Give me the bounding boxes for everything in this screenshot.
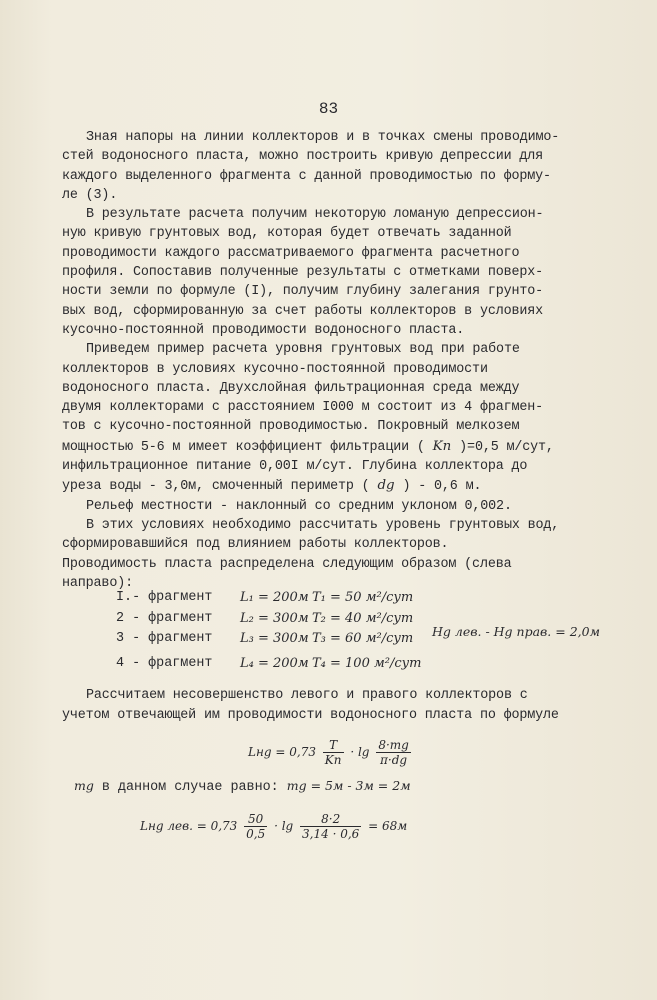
mg-text: в данном случае равно: — [101, 780, 279, 795]
mg-value: mg = 5м - 3м = 2м — [286, 778, 411, 793]
text-line: двумя коллекторами с расстоянием I000 м состоит из 4 фрагмен- — [62, 400, 544, 416]
formula-lhs: Lнg лев. = 0,73 — [140, 819, 238, 833]
formula-lhs: Lнg = 0,73 — [248, 745, 316, 759]
text-line: Приведем пример расчета уровня грунтовых вод при работе — [86, 342, 520, 358]
body-text — [62, 128, 562, 593]
fragment-label: 3 - фрагмент — [116, 631, 213, 646]
text-line: проводимости каждого рассматриваемого фрагмента расчетного — [62, 245, 520, 261]
fragment-conductivity: T₃ = 60 м²/сут — [312, 631, 414, 646]
text-fragment: )=0,5 м/сут, — [459, 439, 554, 455]
fraction-numerator: 50 — [244, 812, 267, 827]
text-line-perimeter — [62, 476, 562, 496]
fraction-numerator: T — [323, 738, 344, 753]
fragment-length: L₄ = 200м — [240, 655, 309, 671]
fragment-conductivity: T₂ = 40 м²/сут — [312, 610, 414, 626]
text-line: Проводимость пласта распределена следующим образом (слева — [62, 556, 512, 572]
fraction-log-arg — [300, 812, 361, 841]
text-line: Зная напоры на линии коллекторов и в точках смены проводимо- — [86, 130, 560, 145]
imperfection-paragraph — [62, 686, 572, 726]
fraction-denominator: 0,5 — [246, 827, 266, 841]
wetted-perimeter-symbol: dg — [377, 478, 395, 494]
fraction-log-arg — [376, 738, 411, 767]
fragment-row — [116, 590, 576, 611]
text-line: Рассчитаем несовершенство левого и правого коллекторов с — [86, 688, 528, 703]
text-line: ле (3). — [62, 187, 118, 203]
text-line: Рельеф местности - наклонный со средним уклоном 0,002. — [86, 498, 512, 514]
text-line: ности земли по формуле (I), получим глубину залегания грунто- — [62, 284, 544, 300]
fragment-label: 2 - фрагмент — [116, 610, 213, 626]
text-line: вых вод, сформированную за счет работы коллекторов в условиях — [62, 303, 544, 319]
formula-left-collector — [140, 812, 407, 841]
text-line: направо): — [62, 575, 133, 591]
text-line: стей водоносного пласта, можно построить кривую депрессии для — [62, 149, 544, 165]
mg-symbol: mg — [74, 778, 94, 793]
text-line: коллекторов в условиях кусочно-постоянной проводимости — [62, 361, 488, 377]
text-line: учетом отвечающей им проводимости водоносного пласта по формуле — [62, 708, 559, 723]
fraction-numerator: 8·mg — [378, 738, 409, 752]
fraction-denominator: Kп — [324, 753, 342, 767]
text-line: тов с кусочно-постоянной проводимостью. Покровный мелкозем — [62, 419, 520, 435]
fragment-row — [116, 656, 576, 677]
fraction-t-over-k — [244, 812, 267, 841]
page-number: 83 — [318, 100, 339, 118]
formula-imperfection — [248, 738, 414, 767]
fraction-denominator: π·dg — [380, 753, 408, 767]
text-line: ную кривую грунтовых вод, которая будет отвечать заданной — [62, 226, 512, 242]
text-line: профиля. Сопоставив полученные результаты с отметками поверх- — [62, 265, 544, 281]
fraction-numerator: 8·2 — [300, 812, 361, 827]
fragment-length: L₁ = 200м — [240, 590, 309, 605]
text-fragment: уреза воды - 3,0м, смоченный периметр ( — [62, 479, 370, 495]
fragment-label: 4 - фрагмент — [116, 655, 213, 671]
fragment-length: L₂ = 300м — [240, 610, 309, 626]
fraction-denominator: 3,14 · 0,6 — [302, 827, 360, 841]
text-line: каждого выделенного фрагмента с данной проводимостью по форму- — [62, 168, 551, 184]
log-operator: · lg — [350, 745, 370, 759]
head-difference: Hg лев. - Hg прав. = 2,0м — [432, 624, 600, 639]
fragment-conductivity: T₄ = 100 м²/сут — [312, 655, 422, 671]
text-line: В этих условиях необходимо рассчитать уровень грунтовых вод, — [86, 517, 560, 533]
text-line: сформировавшийся под влиянием работы коллекторов. — [62, 537, 449, 553]
text-line: В результате расчета получим некоторую ломаную депрессион- — [86, 207, 544, 223]
fragment-label: I.- фрагмент — [116, 590, 213, 605]
formula-result: = 68м — [368, 819, 408, 833]
log-operator: · lg — [274, 819, 294, 833]
fragment-length: L₃ = 300м — [240, 631, 309, 646]
fragment-conductivity: T₁ = 50 м²/сут — [312, 590, 414, 605]
text-line-filtration — [62, 437, 562, 457]
text-line: инфильтрационное питание 0,00I м/сут. Глубина коллектора до — [62, 459, 528, 475]
mg-definition — [74, 778, 411, 795]
text-fragment: мощностью 5-6 м имеет коэффициент фильтрации ( — [62, 439, 425, 455]
fraction-t-over-k — [323, 738, 344, 767]
filtration-coefficient-symbol: Kп — [432, 438, 452, 454]
text-line: кусочно-постоянной проводимости водоносного пласта. — [62, 322, 465, 338]
text-fragment: ) - 0,6 м. — [402, 479, 482, 495]
text-line: водоносного пласта. Двухслойная фильтрационная среда между — [62, 380, 520, 396]
